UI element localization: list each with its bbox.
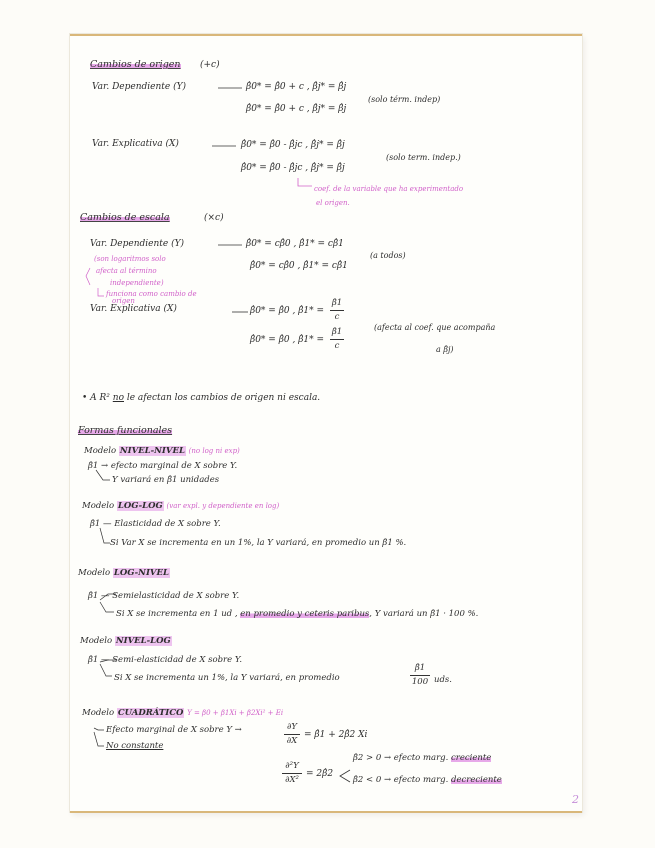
scale-pink-note-3: independiente): [110, 279, 164, 287]
cuadratico-deriv1-den: ∂X: [286, 735, 298, 746]
scale-pink-note-2: afecta al término: [96, 267, 157, 275]
model-cuadratico-tag: CUADRÁTICO: [117, 708, 184, 718]
origin-exp-pink-note-1: coef. de la variable que ha experimentado: [314, 185, 464, 193]
origin-dep-label: Var. Dependiente (Y): [92, 82, 187, 92]
cuadratico-case-negative: [353, 776, 502, 785]
cuadratico-deriv2-den: ∂X²: [285, 774, 299, 785]
model-log-nivel-line2c: , Y variará un β̂1 · 100 %.: [369, 609, 479, 619]
r2-note-no: no: [112, 393, 124, 403]
cuadratico-deriv2-frac: [282, 762, 302, 784]
origin-dep-eq2: β̂0* = β̂0 + c , β̂j* = β̂j: [246, 104, 347, 114]
model-log-nivel-prefix: Modelo: [78, 568, 111, 578]
section-title-formas: Formas funcionales: [78, 425, 173, 436]
model-nivel-log-frac: [410, 664, 430, 686]
model-nivel-log-prefix: Modelo: [80, 636, 113, 646]
scale-dep-label: Var. Dependiente (Y): [90, 239, 185, 249]
scale-exp-eq1: β̂0* = β̂0 , β̂1* =: [250, 306, 325, 316]
origin-exp-label: Var. Explicativa (X): [92, 139, 179, 149]
scale-dep-eq2: β̂0* = cβ̂0 , β̂1* = cβ̂1: [250, 261, 348, 271]
scale-dep-eq1: β̂0* = cβ̂0 , β̂1* = cβ̂1: [246, 239, 344, 249]
scale-exp-frac1-den: c: [334, 311, 340, 322]
scale-exp-eq2: β̂0* = β̂0 , β̂1* =: [250, 335, 325, 345]
model-nivel-log-tag: NIVEL-LOG: [115, 636, 171, 646]
model-log-log-line1: β̂1 — Elasticidad de X sobre Y.: [90, 519, 221, 529]
origin-dep-eq1: β̂0* = β̂0 + c , β̂j* = β̂j: [246, 82, 347, 92]
scale-exp-note-1: (afecta al coef. que acompaña: [374, 323, 496, 332]
scale-pink-note-1: (son logaritmos solo: [94, 255, 166, 263]
cuadratico-case1-prefix: β̂2 > 0 → efecto marg.: [353, 753, 449, 763]
model-log-nivel-tag: LOG-NIVEL: [113, 568, 169, 578]
scale-exp-label: Var. Explicativa (X): [90, 304, 177, 314]
origin-exp-pink-note-2: el origen.: [316, 199, 350, 207]
model-cuadratico-pink: Y = β0 + β1Xi + β2Xi² + Ei: [187, 709, 284, 717]
scale-pink-note-4: funciona como cambio de: [106, 290, 197, 298]
model-cuadratico-prefix: Modelo: [82, 708, 115, 718]
model-cuadratico-header: [82, 709, 283, 718]
r2-note: [82, 394, 320, 403]
model-log-nivel-header: [78, 569, 170, 578]
model-log-log-header: [82, 502, 279, 511]
model-nivel-log-frac-den: 100: [411, 676, 429, 687]
section-title-origin: Cambios de origen: [90, 59, 181, 70]
scale-exp-frac1: [330, 299, 344, 321]
model-nivel-nivel-pink: (no log ni exp): [188, 447, 240, 455]
origin-dep-note: (solo térm. indep): [368, 95, 441, 104]
section-title-scale-suffix: (×c): [204, 213, 224, 223]
model-nivel-log-line2-end: uds.: [434, 675, 452, 685]
scale-exp-frac2-num: β̂1: [331, 327, 343, 337]
model-log-log-pink: (var expl. y dependiente en log): [166, 502, 280, 510]
model-nivel-log-line1: β̂1 — Semi-elasticidad de X sobre Y.: [88, 655, 243, 665]
model-log-log-prefix: Modelo: [82, 501, 115, 511]
cuadratico-case1-word: creciente: [451, 753, 492, 763]
notebook-page: [70, 34, 582, 812]
page-bottom-edge: [70, 811, 582, 813]
scale-exp-note-2: a β̂j): [436, 345, 454, 354]
model-log-nivel-line1: β̂1 — Semielasticidad de X sobre Y.: [88, 591, 240, 601]
model-log-log-tag: LOG-LOG: [117, 501, 163, 511]
page-number: 2: [572, 793, 579, 806]
scale-pink-note-5: origen: [112, 297, 135, 305]
model-cuadratico-line1: Efecto marginal de X sobre Y →: [106, 725, 242, 735]
cuadratico-deriv1-frac: [284, 723, 300, 745]
r2-note-prefix: • A R²: [82, 393, 113, 403]
origin-exp-eq2: β̂0* = β̂0 - β̂jc , β̂j* = β̂j: [241, 163, 345, 173]
model-log-nivel-line2a: Si X se incrementa en 1 ud ,: [116, 609, 238, 619]
page-top-edge: [70, 34, 582, 36]
model-nivel-log-header: [80, 637, 172, 646]
section-title-origin-suffix: (+c): [200, 60, 220, 70]
model-cuadratico-line2: No constante: [106, 741, 164, 751]
model-nivel-log-line2: Si X se incrementa un 1%, la Y variará, en promedio: [114, 673, 340, 683]
model-log-log-line2: Si Var X se incrementa en un 1%, la Y variará, en promedio un β̂1 %.: [110, 538, 407, 548]
model-nivel-nivel-line2: Y variará en β̂1 unidades: [112, 475, 220, 485]
section-title-scale: Cambios de escala: [80, 212, 170, 223]
origin-exp-note: (solo term. indep.): [386, 153, 461, 162]
model-log-nivel-line2: [116, 610, 478, 619]
r2-note-rest: le afectan los cambios de origen ni escala.: [124, 393, 321, 403]
model-log-nivel-line2b: en promedio y ceteris paribus: [240, 609, 370, 619]
model-nivel-log-frac-num: β̂1: [414, 663, 426, 673]
model-nivel-nivel-tag: NIVEL-NIVEL: [119, 446, 185, 456]
cuadratico-case-positive: [353, 754, 491, 763]
cuadratico-deriv1-num: ∂Y: [286, 722, 297, 732]
scale-exp-frac2-den: c: [334, 340, 340, 351]
scale-exp-frac2: [330, 328, 344, 350]
cuadratico-case2-prefix: β̂2 < 0 → efecto marg.: [353, 775, 449, 785]
cuadratico-deriv2-rhs: = 2β̂2: [306, 769, 334, 779]
model-nivel-nivel-header: [84, 447, 240, 456]
model-nivel-nivel-line1: β̂1 → efecto marginal de X sobre Y.: [88, 461, 238, 471]
origin-exp-eq1: β̂0* = β̂0 - β̂jc , β̂j* = β̂j: [241, 140, 345, 150]
cuadratico-case2-word: decreciente: [451, 775, 502, 785]
scale-dep-note: (a todos): [370, 251, 406, 260]
cuadratico-deriv2-num: ∂²Y: [285, 761, 299, 771]
scale-exp-frac1-num: β̂1: [331, 298, 343, 308]
cuadratico-deriv1-rhs: = β̂1 + 2β̂2 Xi: [304, 730, 368, 740]
model-nivel-nivel-prefix: Modelo: [84, 446, 117, 456]
